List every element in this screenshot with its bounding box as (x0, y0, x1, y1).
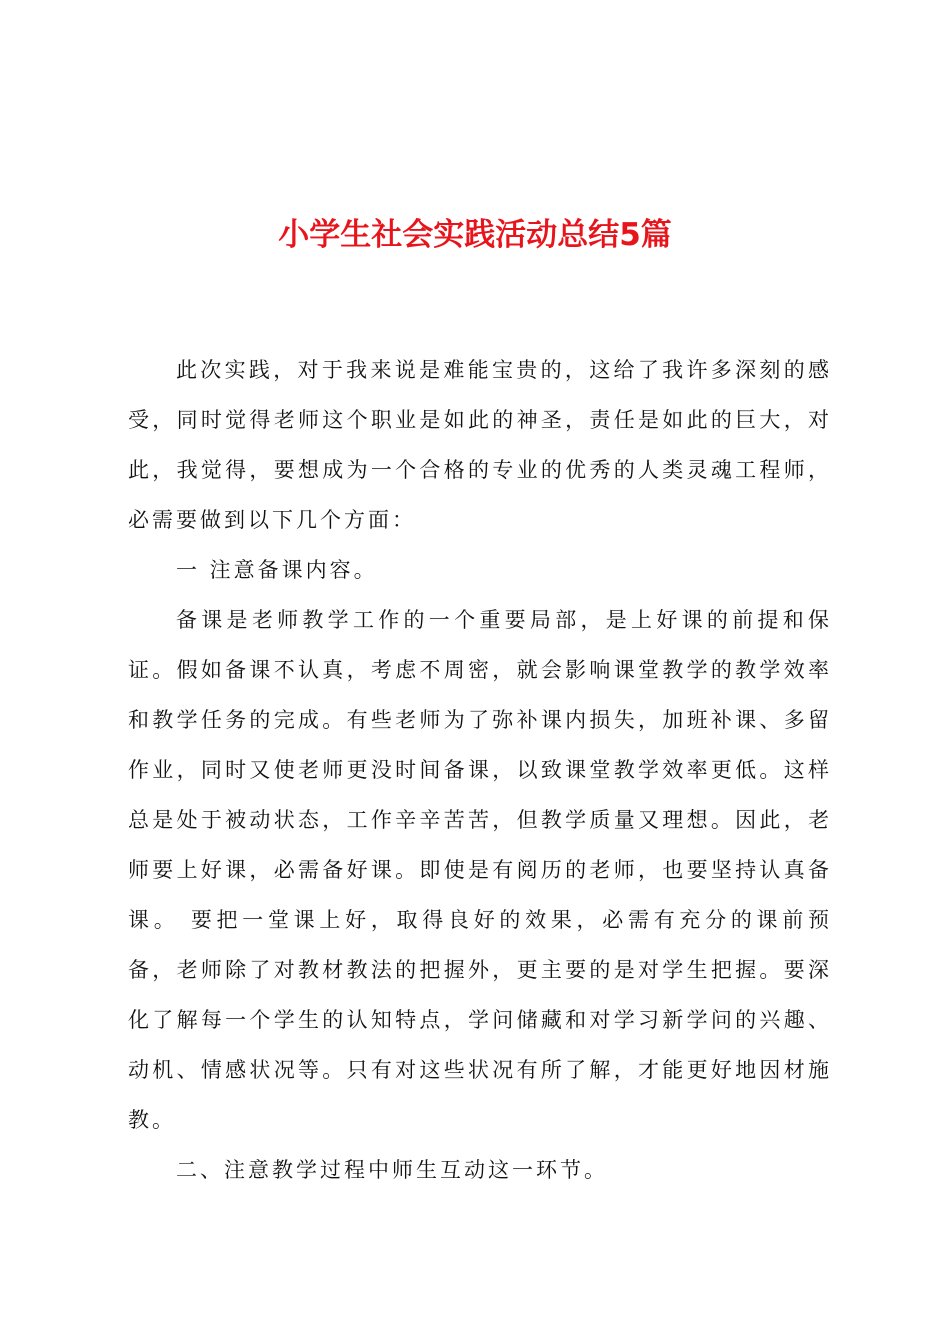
document-title: 小学生社会实践活动总结5篇 (278, 217, 672, 253)
section-heading-2: 二、注意教学过程中师生互动这一环节。 (176, 1158, 608, 1182)
section-heading-1: 一 注意备课内容。 (176, 558, 378, 582)
paragraph-lesson-prep: 备课是老师教学工作的一个重要局部，是上好课的前提和保证。假如备课不认真，考虑不周密，就会影响课堂教学的教学效率和教学任务的完成。有些老师为了弥补课内损失，加班补课、多留作业，同时又使老师更没时间备课，以致课堂教学效率更低。这样总是处于被动状态，工作辛辛苦苦，但教学质量又理想。因此，老师要上好课，必需备好课。即使是有阅历的老师，也要坚持认真备课。 要把一堂课上好，取得良好的效果，必需有充分的课前预备，老师除了对教材教法的把握外，更主要的是对学生把握。要深化了解每一个学生的认知特点，学问储藏和对学习新学问的兴趣、动机、情感状况等。只有对这些状况有所了解，才能更好地因材施教。 (128, 608, 832, 1132)
document-body (128, 345, 832, 1195)
paragraph-intro: 此次实践，对于我来说是难能宝贵的，这给了我许多深刻的感受，同时觉得老师这个职业是如此的神圣，责任是如此的巨大，对此，我觉得，要想成为一个合格的专业的优秀的人类灵魂工程师，必需要做到以下几个方面： (128, 358, 832, 532)
